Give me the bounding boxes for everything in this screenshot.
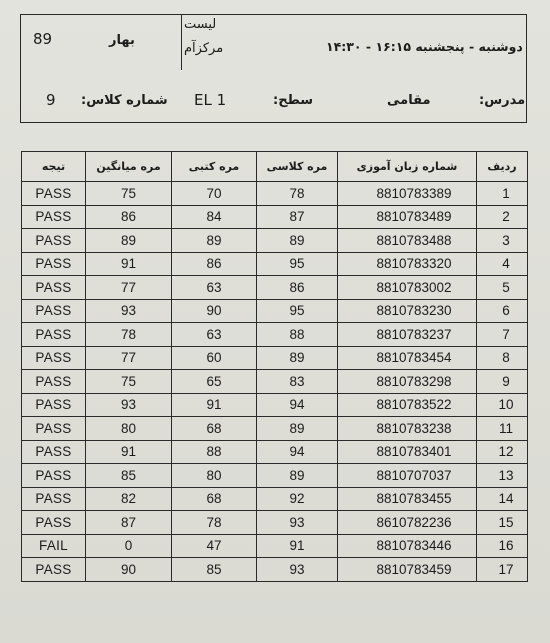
written-score-cell: 63: [172, 276, 257, 300]
class-score-cell: 91: [257, 534, 338, 558]
average-score-cell: 82: [86, 487, 172, 511]
average-score-cell: 85: [86, 464, 172, 488]
table-row: [22, 252, 528, 276]
result-cell: FAIL: [22, 534, 86, 558]
term-code: 89: [33, 30, 53, 48]
class-score-cell: 83: [257, 370, 338, 394]
row-number-cell: 8: [477, 346, 528, 370]
row-number-cell: 7: [477, 323, 528, 347]
table-row: [22, 205, 528, 229]
student-id-cell: 8810783454: [338, 346, 477, 370]
class-score-cell: 86: [257, 276, 338, 300]
column-header-written-score: مره کتبی: [172, 152, 257, 182]
student-id-cell: 8810783230: [338, 299, 477, 323]
written-score-cell: 85: [172, 558, 257, 582]
row-number-cell: 4: [477, 252, 528, 276]
class-score-cell: 95: [257, 252, 338, 276]
student-id-cell: 8810783459: [338, 558, 477, 582]
column-header-student-id: شماره زبان آموزی: [338, 152, 477, 182]
average-score-cell: 75: [86, 370, 172, 394]
row-number-cell: 6: [477, 299, 528, 323]
level-label: سطح:: [273, 93, 314, 108]
row-number-cell: 17: [477, 558, 528, 582]
written-score-cell: 65: [172, 370, 257, 394]
written-score-cell: 70: [172, 182, 257, 206]
table-header-row: [22, 152, 528, 182]
grades-table: [21, 151, 528, 582]
written-score-cell: 68: [172, 417, 257, 441]
written-score-cell: 89: [172, 229, 257, 253]
class-score-cell: 94: [257, 440, 338, 464]
average-score-cell: 90: [86, 558, 172, 582]
table-row: [22, 534, 528, 558]
row-number-cell: 2: [477, 205, 528, 229]
student-id-cell: 8810707037: [338, 464, 477, 488]
column-header-row-number: ردیف: [477, 152, 528, 182]
class-number-value: 9: [46, 91, 56, 109]
written-score-cell: 60: [172, 346, 257, 370]
row-number-cell: 1: [477, 182, 528, 206]
average-score-cell: 93: [86, 393, 172, 417]
result-cell: PASS: [22, 205, 86, 229]
table-row: [22, 299, 528, 323]
student-id-cell: 8810783401: [338, 440, 477, 464]
written-score-cell: 90: [172, 299, 257, 323]
list-label: لیست: [184, 17, 217, 32]
schedule-text: دوشنبه - پنجشنبه ۱۶:۱۵ - ۱۴:۳۰: [326, 39, 523, 54]
result-cell: PASS: [22, 252, 86, 276]
average-score-cell: 91: [86, 252, 172, 276]
row-number-cell: 14: [477, 487, 528, 511]
header-divider: [181, 15, 182, 70]
result-cell: PASS: [22, 440, 86, 464]
class-score-cell: 89: [257, 417, 338, 441]
class-score-cell: 89: [257, 229, 338, 253]
student-id-cell: 8810783238: [338, 417, 477, 441]
table-row: [22, 440, 528, 464]
table-row: [22, 229, 528, 253]
row-number-cell: 16: [477, 534, 528, 558]
average-score-cell: 77: [86, 276, 172, 300]
class-score-cell: 78: [257, 182, 338, 206]
column-header-class-score: مره کلاسی: [257, 152, 338, 182]
table-row: [22, 346, 528, 370]
table-row: [22, 464, 528, 488]
written-score-cell: 84: [172, 205, 257, 229]
student-id-cell: 8810783002: [338, 276, 477, 300]
table-row: [22, 323, 528, 347]
written-score-cell: 63: [172, 323, 257, 347]
result-cell: PASS: [22, 346, 86, 370]
table-row: [22, 417, 528, 441]
class-number-label: شماره کلاس:: [81, 93, 168, 108]
class-score-cell: 88: [257, 323, 338, 347]
average-score-cell: 86: [86, 205, 172, 229]
level-value: EL 1: [194, 91, 227, 109]
season-label: بهار: [109, 33, 135, 48]
table-row: [22, 511, 528, 535]
written-score-cell: 78: [172, 511, 257, 535]
teacher-label: مدرس:: [479, 93, 526, 108]
row-number-cell: 3: [477, 229, 528, 253]
result-cell: PASS: [22, 229, 86, 253]
result-cell: PASS: [22, 323, 86, 347]
class-info-header: [20, 14, 527, 123]
student-id-cell: 8810783320: [338, 252, 477, 276]
student-id-cell: 8810783298: [338, 370, 477, 394]
result-cell: PASS: [22, 393, 86, 417]
written-score-cell: 88: [172, 440, 257, 464]
student-id-cell: 8810783489: [338, 205, 477, 229]
class-score-cell: 89: [257, 464, 338, 488]
average-score-cell: 91: [86, 440, 172, 464]
average-score-cell: 78: [86, 323, 172, 347]
result-cell: PASS: [22, 182, 86, 206]
class-score-cell: 93: [257, 558, 338, 582]
average-score-cell: 89: [86, 229, 172, 253]
average-score-cell: 87: [86, 511, 172, 535]
result-cell: PASS: [22, 276, 86, 300]
row-number-cell: 12: [477, 440, 528, 464]
written-score-cell: 80: [172, 464, 257, 488]
table-row: [22, 487, 528, 511]
student-id-cell: 8810783522: [338, 393, 477, 417]
row-number-cell: 10: [477, 393, 528, 417]
result-cell: PASS: [22, 370, 86, 394]
table-row: [22, 370, 528, 394]
student-id-cell: 8810783389: [338, 182, 477, 206]
average-score-cell: 75: [86, 182, 172, 206]
student-id-cell: 8810783488: [338, 229, 477, 253]
class-score-cell: 93: [257, 511, 338, 535]
teacher-name: مقامی: [387, 93, 431, 108]
student-id-cell: 8810783237: [338, 323, 477, 347]
average-score-cell: 0: [86, 534, 172, 558]
average-score-cell: 77: [86, 346, 172, 370]
class-score-cell: 87: [257, 205, 338, 229]
table-row: [22, 276, 528, 300]
table-row: [22, 558, 528, 582]
row-number-cell: 11: [477, 417, 528, 441]
center-label: مرکزآم: [184, 41, 224, 56]
grades-body: [22, 182, 528, 582]
result-cell: PASS: [22, 558, 86, 582]
result-cell: PASS: [22, 487, 86, 511]
result-cell: PASS: [22, 511, 86, 535]
average-score-cell: 93: [86, 299, 172, 323]
result-cell: PASS: [22, 417, 86, 441]
written-score-cell: 86: [172, 252, 257, 276]
class-score-cell: 92: [257, 487, 338, 511]
class-score-cell: 94: [257, 393, 338, 417]
student-id-cell: 8610782236: [338, 511, 477, 535]
student-id-cell: 8810783446: [338, 534, 477, 558]
written-score-cell: 91: [172, 393, 257, 417]
class-score-cell: 95: [257, 299, 338, 323]
column-header-average-score: مره میانگین: [86, 152, 172, 182]
row-number-cell: 15: [477, 511, 528, 535]
written-score-cell: 47: [172, 534, 257, 558]
row-number-cell: 9: [477, 370, 528, 394]
row-number-cell: 13: [477, 464, 528, 488]
column-header-result: تیجه: [22, 152, 86, 182]
result-cell: PASS: [22, 464, 86, 488]
written-score-cell: 68: [172, 487, 257, 511]
result-cell: PASS: [22, 299, 86, 323]
average-score-cell: 80: [86, 417, 172, 441]
row-number-cell: 5: [477, 276, 528, 300]
student-id-cell: 8810783455: [338, 487, 477, 511]
table-row: [22, 393, 528, 417]
table-row: [22, 182, 528, 206]
class-score-cell: 89: [257, 346, 338, 370]
